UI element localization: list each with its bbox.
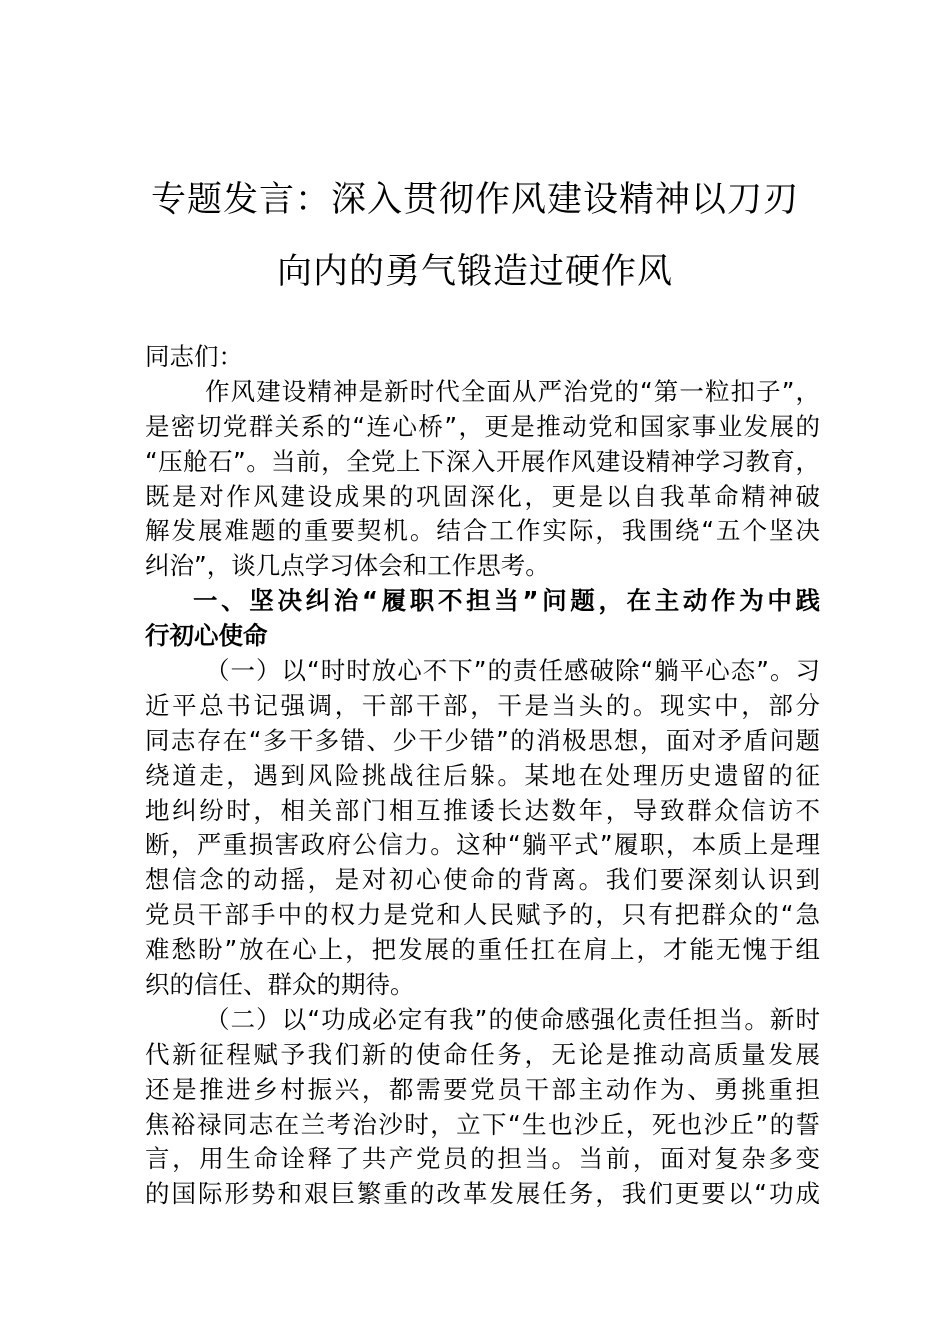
paragraph-line: 织的信任、群众的期待。 [145,970,415,1000]
paragraph-line: 还是推进乡村振兴，都需要党员干部主动作为、勇挑重担 [145,1074,820,1104]
paragraph-line: “压舱石”。当前，全党上下深入开展作风建设精神学习教育， [145,446,820,476]
paragraph-line: 断，严重损害政府公信力。这种“躺平式”履职，本质上是理 [145,830,820,860]
section-heading-line: 一、坚决纠治“履职不担当”问题，在主动作为中践 [193,586,820,616]
paragraph-line: （二）以“功成必定有我”的使命感强化责任担当。新时 [205,1004,820,1034]
paragraph-line: 既是对作风建设成果的巩固深化，更是以自我革命精神破 [145,481,820,511]
paragraph-line: 纠治”，谈几点学习体会和工作思考。 [145,551,550,581]
paragraph-line: 想信念的动摇，是对初心使命的背离。我们要深刻认识到 [145,865,820,895]
paragraph-line: 是密切党群关系的“连心桥”，更是推动党和国家事业发展的 [145,411,820,441]
paragraph-line: 难愁盼”放在心上，把发展的重任扛在肩上，才能无愧于组 [145,935,820,965]
paragraph-line: 绕道走，遇到风险挑战往后躲。某地在处理历史遗留的征 [145,760,820,790]
paragraph-line: 作风建设精神是新时代全面从严治党的“第一粒扣子”， [205,376,820,406]
paragraph-line: 解发展难题的重要契机。结合工作实际，我围绕“五个坚决 [145,516,820,546]
paragraph-line: 同志存在“多干多错、少干少错”的消极思想，面对矛盾问题 [145,725,820,755]
paragraph-line: 代新征程赋予我们新的使命任务，无论是推动高质量发展 [145,1039,820,1069]
document-title-line-2: 向内的勇气锻造过硬作风 [276,252,673,292]
paragraph-line: 党员干部手中的权力是党和人民赋予的，只有把群众的“急 [145,900,820,930]
paragraph-line: 言，用生命诠释了共产党员的担当。当前，面对复杂多变 [145,1144,820,1174]
paragraph-line: （一）以“时时放心不下”的责任感破除“躺平心态”。习 [205,656,820,686]
paragraph-line: 焦裕禄同志在兰考治沙时，立下“生也沙丘，死也沙丘”的誓 [145,1109,820,1139]
salutation: 同志们： [145,342,243,371]
section-heading-line: 行初心使命 [145,621,268,651]
paragraph-line: 的国际形势和艰巨繁重的改革发展任务，我们更要以“功成 [145,1179,820,1209]
paragraph-line: 地纠纷时，相关部门相互推诿长达数年，导致群众信访不 [145,795,820,825]
document-title-line-1: 专题发言：深入贯彻作风建设精神以刀刃 [150,180,799,220]
paragraph-line: 近平总书记强调，干部干部，干是当头的。现实中，部分 [145,690,820,720]
document-body [145,340,820,1212]
